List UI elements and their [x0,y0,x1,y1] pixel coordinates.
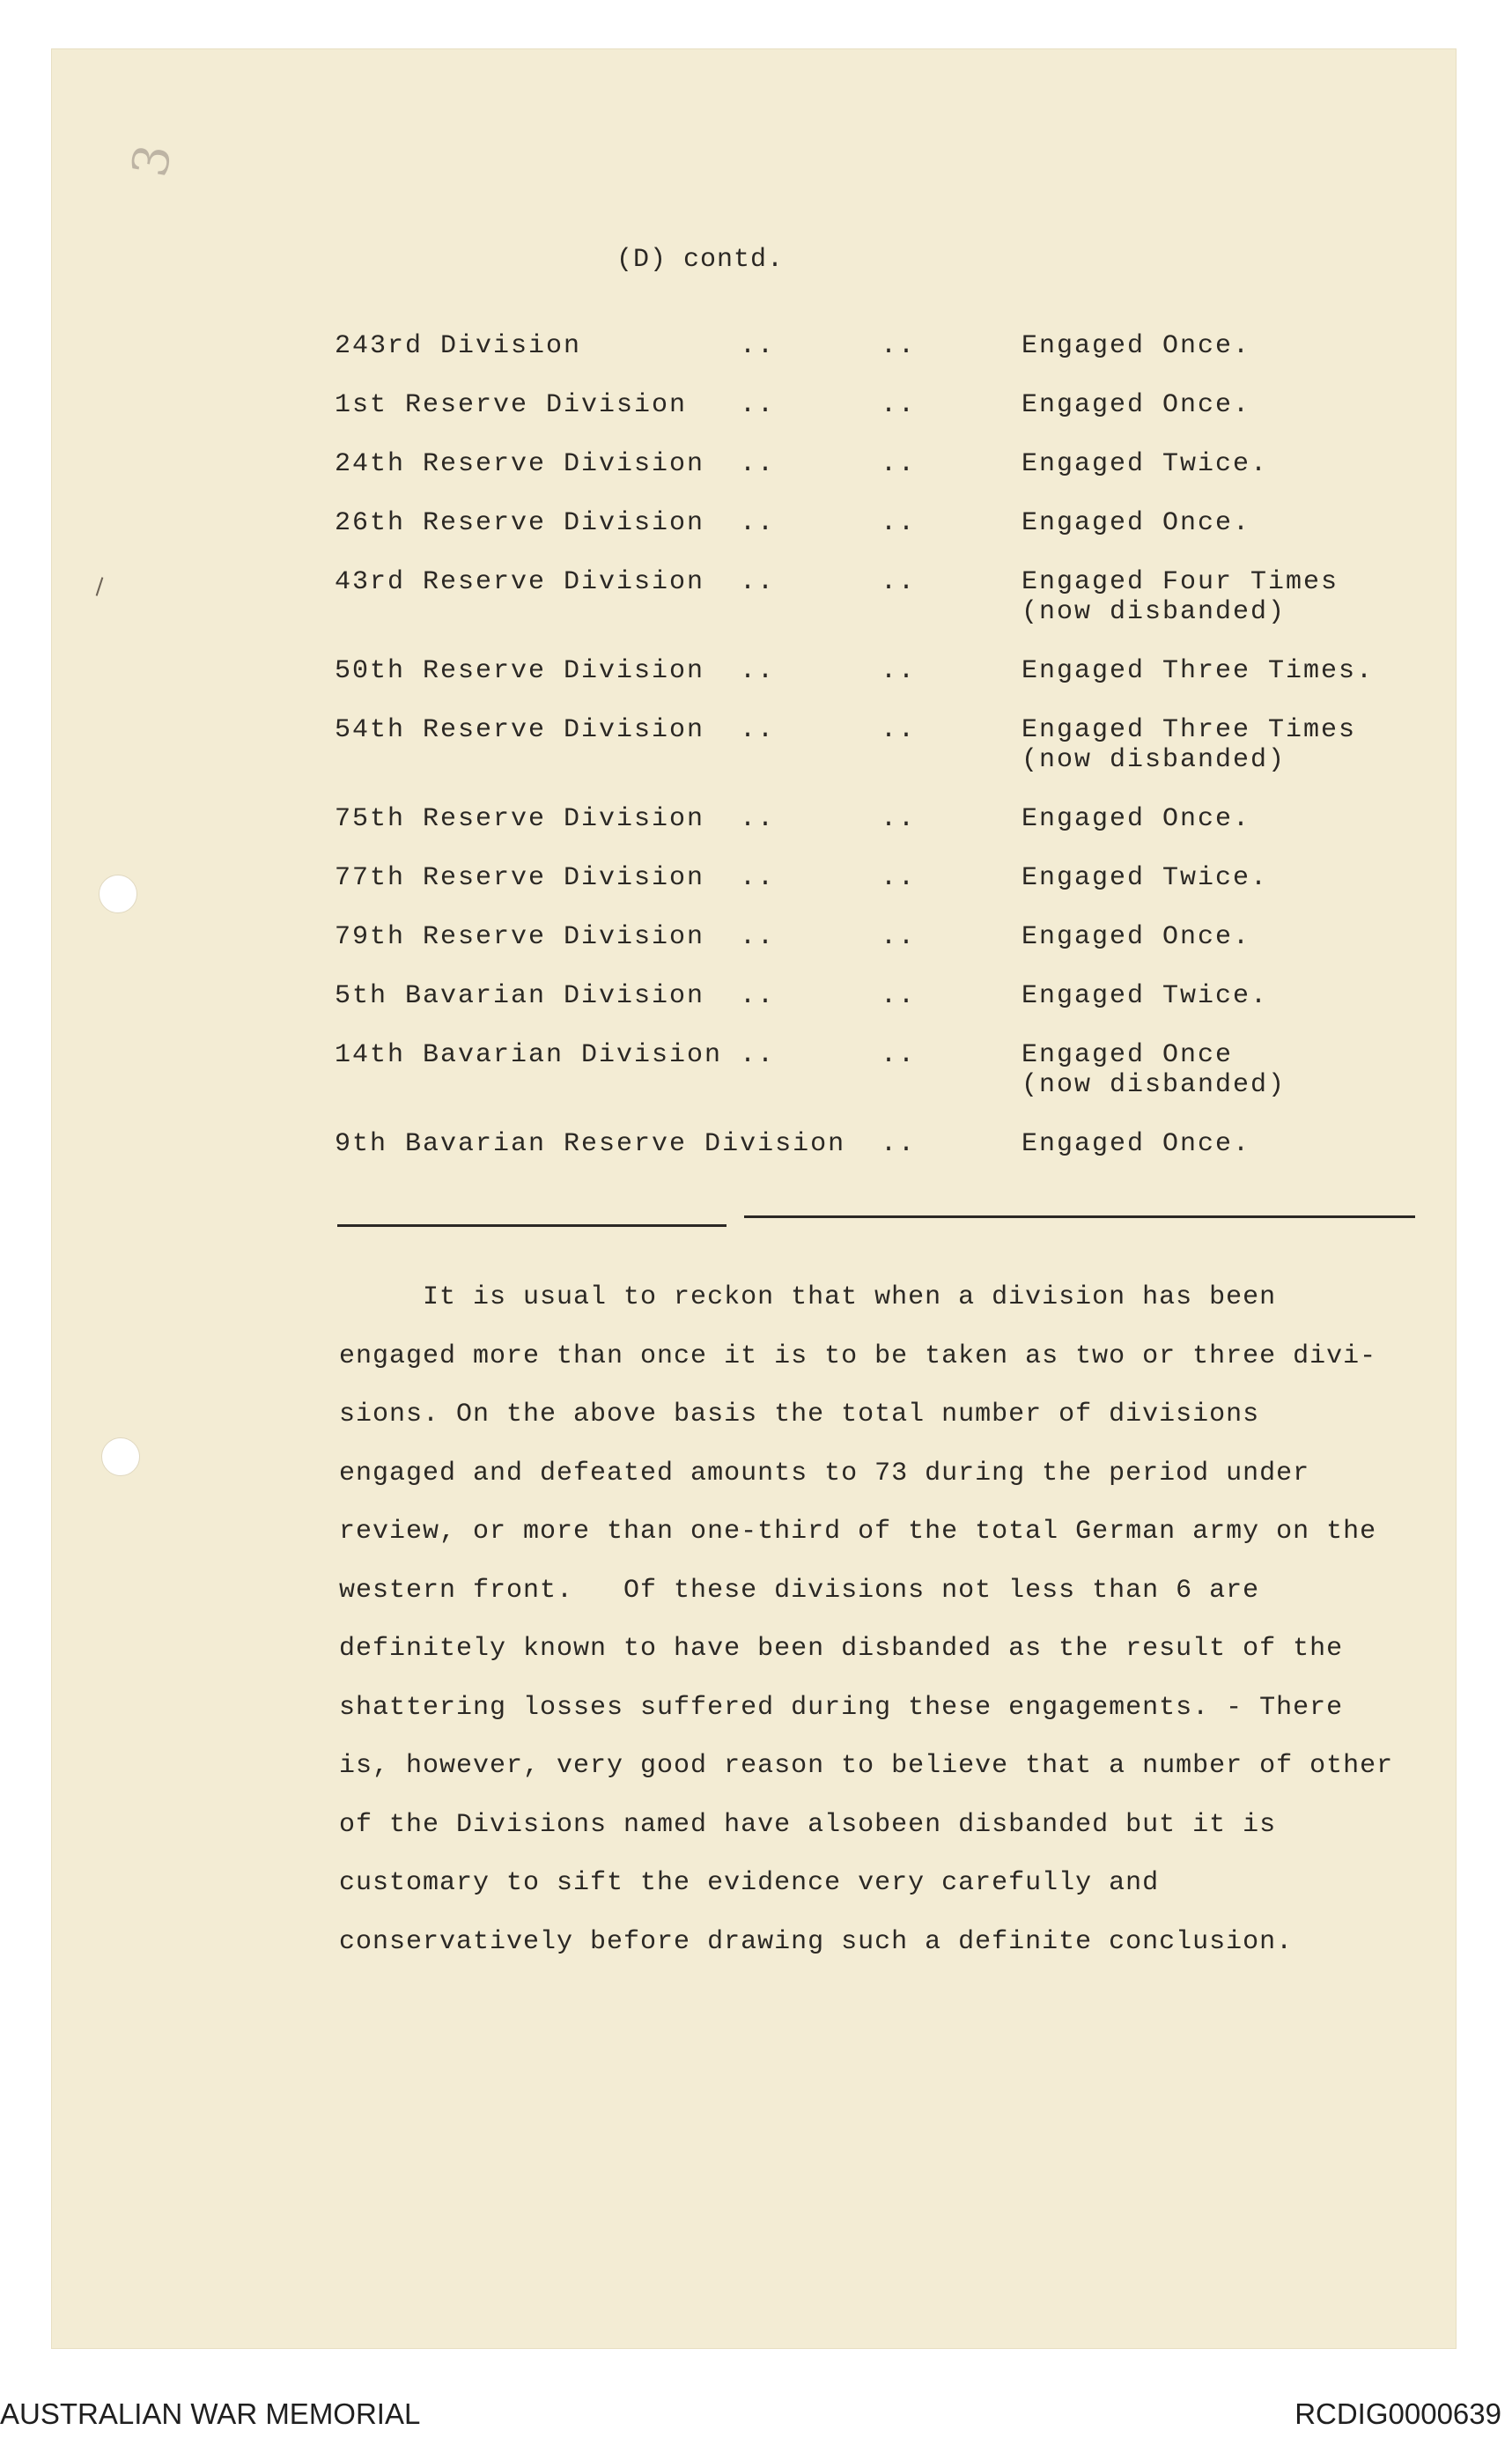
paragraph-line: sions. On the above basis the total number of divisions [339,1400,1260,1429]
leader-dots: .. [740,567,776,597]
division-name: 243rd Division [335,331,582,361]
leader-dots: .. [881,508,917,538]
paragraph-line: of the Divisions named have alsobeen disbanded but it is [339,1809,1277,1840]
paragraph-line: It is usual to reckon that when a division has been [339,1282,1277,1312]
engagement-status: Engaged Once. [1022,390,1251,420]
leader-dots: .. [740,449,776,479]
engagement-status: Engaged Once. [1022,922,1251,952]
paragraph-line: engaged more than once it is to be taken as two or three divi- [339,1341,1377,1371]
engagement-status: Engaged Once (now disbanded) [1022,1040,1287,1100]
engagement-status: Engaged Four Times (now disbanded) [1022,567,1339,627]
leader-dots: .. [740,981,776,1011]
leader-dots: .. [881,715,917,745]
punch-hole-top [99,875,137,913]
paragraph-line: customary to sift the evidence very carefully and [339,1868,1160,1898]
leader-dots: .. [740,508,776,538]
paragraph-line: shattering losses suffered during these engagements. - There [339,1692,1344,1723]
leader-dots: .. [881,922,917,952]
leader-dots: .. [740,390,776,420]
leader-dots: .. [881,331,917,361]
leader-dots: .. [740,715,776,745]
leader-dots: .. [740,331,776,361]
division-name: 26th Reserve Division [335,508,705,538]
leader-dots: .. [881,449,917,479]
division-name: 5th Bavarian Division [335,981,705,1011]
leader-dots: .. [881,1129,917,1159]
division-name: 24th Reserve Division [335,449,705,479]
engagement-status: Engaged Three Times. [1022,656,1375,686]
paragraph-line: western front. Of these divisions not less than 6 are [339,1575,1260,1606]
leader-dots: .. [881,1040,917,1070]
page-number: 3 [121,140,183,181]
engagement-status: Engaged Once. [1022,804,1251,834]
leader-dots: .. [881,981,917,1011]
footer-left: AUSTRALIAN WAR MEMORIAL [0,2397,421,2430]
leader-dots: .. [881,656,917,686]
rule-right [744,1215,1415,1218]
engagement-status: Engaged Once. [1022,1129,1251,1159]
leader-dots: .. [881,863,917,893]
rule-left [337,1224,726,1227]
division-name: 50th Reserve Division [335,656,705,686]
engagement-status: Engaged Twice. [1022,449,1269,479]
engagement-status: Engaged Twice. [1022,863,1269,893]
division-name: 54th Reserve Division [335,715,705,745]
leader-dots: .. [740,922,776,952]
leader-dots: .. [740,804,776,834]
body-paragraph [339,1268,1457,1971]
division-name: 77th Reserve Division [335,863,705,893]
paragraph-line: definitely known to have been disbanded as the result of the [339,1634,1344,1664]
leader-dots: .. [740,656,776,686]
division-name: 14th Bavarian Division [335,1040,723,1070]
division-name: 43rd Reserve Division [335,567,705,597]
punch-hole-bottom [101,1437,140,1476]
paragraph-line: conservatively before drawing such a definite conclusion. [339,1926,1294,1957]
division-name: 75th Reserve Division [335,804,705,834]
engagement-status: Engaged Twice. [1022,981,1269,1011]
division-name: 9th Bavarian Reserve Division [335,1129,846,1159]
engagement-status: Engaged Once. [1022,331,1251,361]
paragraph-line: engaged and defeated amounts to 73 during the period under [339,1458,1310,1488]
division-name: 1st Reserve Division [335,390,688,420]
paragraph-line: is, however, very good reason to believe that a number of other [339,1751,1394,1781]
engagement-status: Engaged Once. [1022,508,1251,538]
leader-dots: .. [881,804,917,834]
leader-dots: .. [740,1040,776,1070]
leader-dots: .. [740,863,776,893]
engagement-status: Engaged Three Times (now disbanded) [1022,715,1357,775]
footer-right: RCDIG0000639 [1294,2397,1501,2430]
leader-dots: .. [881,390,917,420]
paragraph-line: review, or more than one-third of the total German army on the [339,1517,1377,1547]
division-name: 79th Reserve Division [335,922,705,952]
section-heading: (D) contd. [616,245,785,275]
leader-dots: .. [881,567,917,597]
